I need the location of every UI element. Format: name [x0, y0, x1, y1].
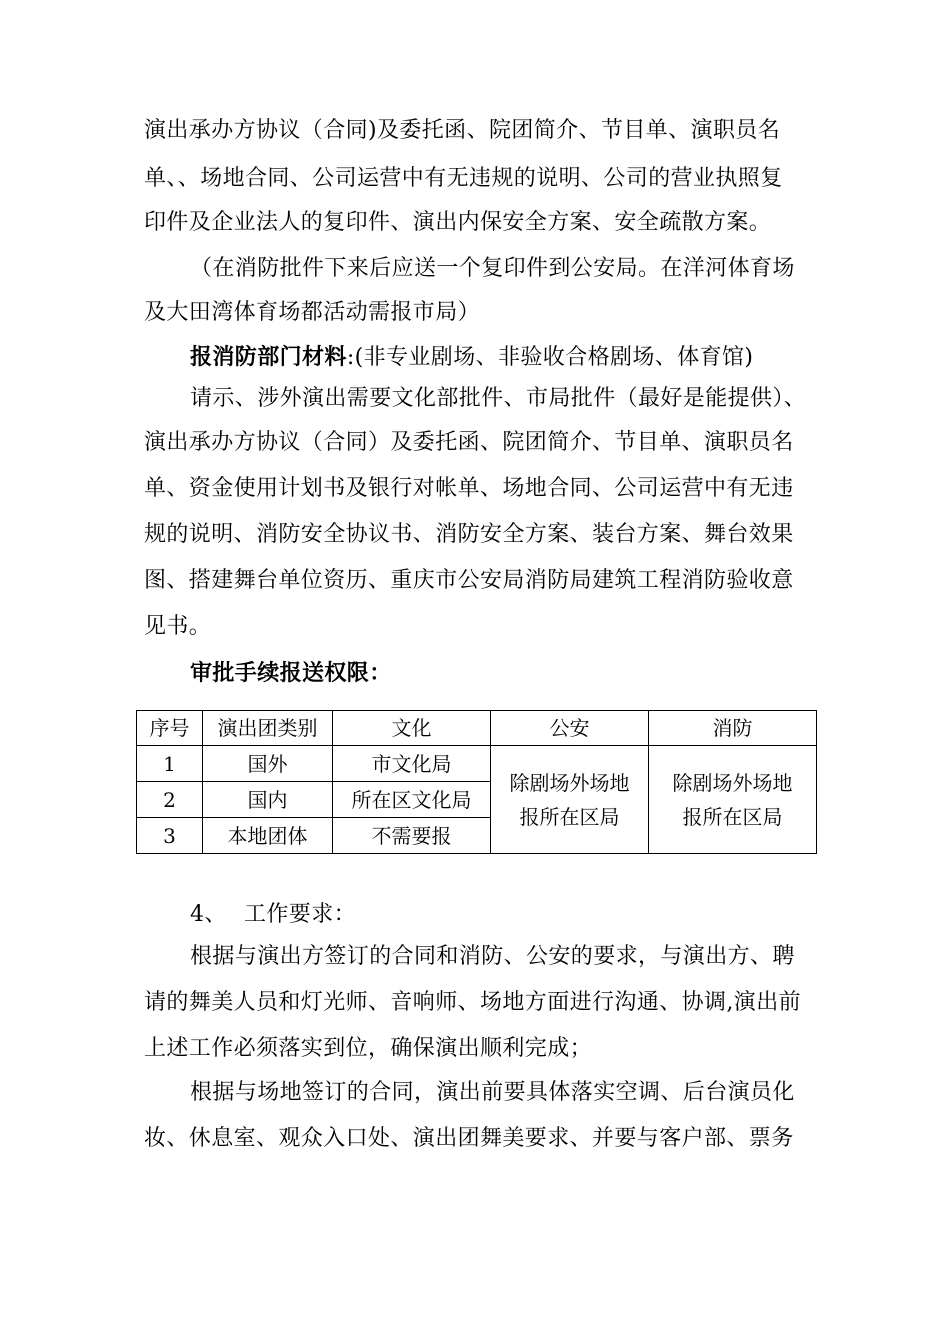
- paragraph-line: 单、、场地合同、公司运营中有无违规的说明、公司的营业执照复: [144, 166, 783, 191]
- police-merged-line: 报所在区局: [519, 804, 620, 829]
- approval-table: [136, 710, 817, 854]
- approval-heading: 审批手续报送权限：: [190, 660, 392, 686]
- table-cell: 3: [137, 818, 203, 854]
- fire-section-heading: 报消防部门材料: [190, 344, 347, 370]
- table-cell: 市文化局: [333, 746, 491, 782]
- paragraph-line: 及大田湾体育场都活动需报市局）: [144, 300, 481, 325]
- header-cell: 文化: [333, 711, 491, 746]
- fire-merged-line: 报所在区局: [682, 804, 783, 829]
- police-merged-line: 除剧场外场地: [509, 770, 630, 795]
- fire-section-line: 请示、涉外演出需要文化部批件、市局批件（最好是能提供）、: [190, 386, 807, 411]
- table-cell: 本地团体: [203, 818, 333, 854]
- police-merged-cell: [491, 746, 649, 854]
- fire-section-heading-suffix: :(非专业剧场、非验收合格剧场、体育馆): [346, 345, 754, 370]
- table-cell: 2: [137, 782, 203, 818]
- fire-section-line: 单、资金使用计划书及银行对帐单、场地合同、公司运营中有无违: [144, 476, 794, 501]
- paragraph-line: （在消防批件下来后应送一个复印件到公安局。在洋河体育场: [190, 256, 795, 281]
- fire-section-line: 图、搭建舞台单位资历、重庆市公安局消防局建筑工程消防验收意: [144, 568, 794, 593]
- work-section-number: 4、: [190, 902, 227, 927]
- header-cell: 公安: [491, 711, 649, 746]
- table-row: [137, 746, 817, 782]
- table-header-row: [137, 711, 817, 746]
- work-section-line: 根据与场地签订的合同，演出前要具体落实空调、后台演员化: [190, 1080, 795, 1105]
- work-section-line: 请的舞美人员和灯光师、音响师、场地方面进行沟通、协调,演出前: [144, 990, 801, 1015]
- header-cell: 演出团类别: [203, 711, 333, 746]
- fire-merged-line: 除剧场外场地: [672, 770, 793, 795]
- table-cell: 国外: [203, 746, 333, 782]
- fire-section-line: 见书。: [144, 614, 212, 639]
- table-cell: 不需要报: [333, 818, 491, 854]
- work-section-line: 上述工作必须落实到位，确保演出顺利完成；: [144, 1036, 593, 1061]
- fire-merged-cell: [649, 746, 817, 854]
- fire-section-line: 演出承办方协议（合同）及委托函、院团简介、节目单、演职员名: [144, 430, 794, 455]
- paragraph-line: 演出承办方协议（合同)及委托函、院团简介、节目单、演职员名: [144, 118, 781, 143]
- work-section-line: 妆、休息室、观众入口处、演出团舞美要求、并要与客户部、票务: [144, 1126, 794, 1151]
- work-section-title: 工作要求：: [244, 902, 357, 927]
- paragraph-line: 印件及企业法人的复印件、演出内保安全方案、安全疏散方案。: [144, 210, 772, 235]
- fire-section-line: 规的说明、消防安全协议书、消防安全方案、装台方案、舞台效果: [144, 522, 794, 547]
- work-section-line: 根据与演出方签订的合同和消防、公安的要求，与演出方、聘: [190, 944, 795, 969]
- table-cell: 所在区文化局: [333, 782, 491, 818]
- table-cell: 国内: [203, 782, 333, 818]
- header-cell: 序号: [137, 711, 203, 746]
- header-cell: 消防: [649, 711, 817, 746]
- fire-section-heading-line: [190, 342, 753, 373]
- table-cell: 1: [137, 746, 203, 782]
